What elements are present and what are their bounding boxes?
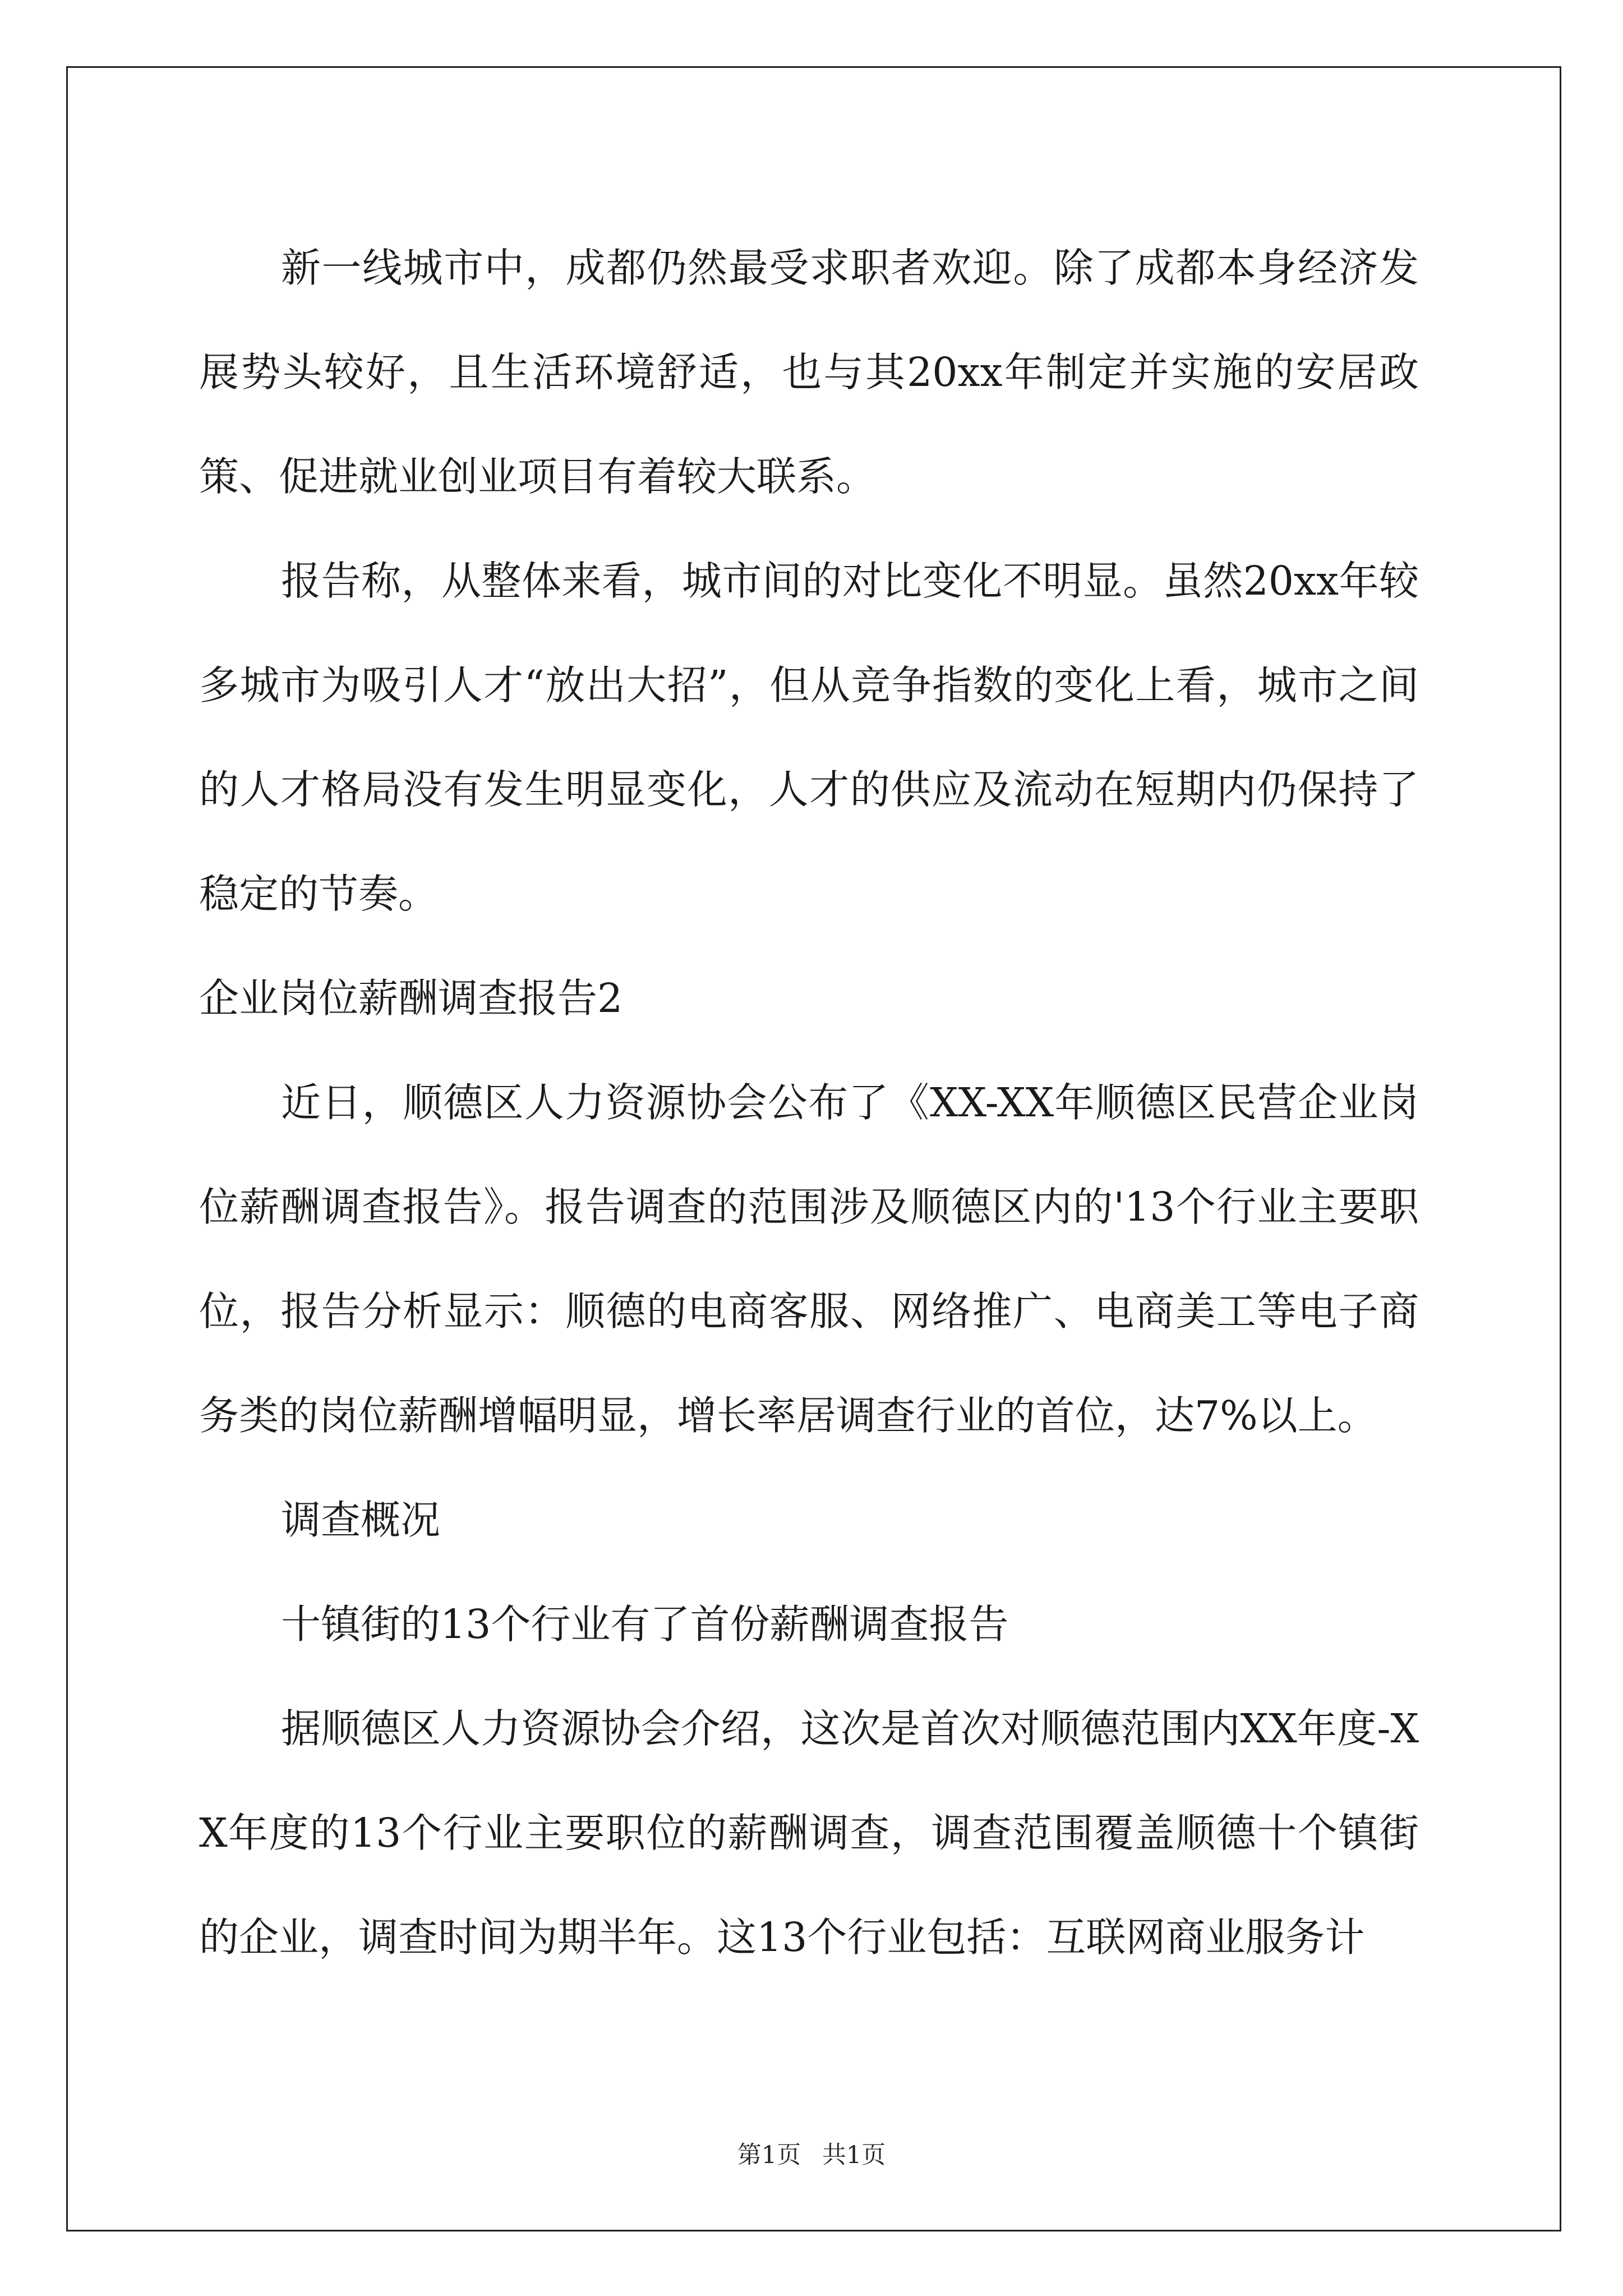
document-body <box>199 216 1419 1990</box>
page-number: 第1页 <box>737 2141 801 2169</box>
subheading-first-report: 十镇街的13个行业有了首份薪酬调查报告 <box>281 1601 1009 1648</box>
paragraph-shunde-intro: 近日，顺德区人力资源协会公布了《XX-XX年顺德区民营企业岗位薪酬调查报告》。报告调查的范围涉及顺德区内的'13个行业主要职位，报告分析显示：顺德的电商客服、网络推广、电商美工等电子商务类的岗位薪酬增幅明显，增长率居调查行业的首位，达7%以上。 <box>199 1079 1419 1439</box>
page-footer <box>0 2136 1623 2170</box>
page-count: 共1页 <box>822 2141 886 2169</box>
subheading-survey-overview: 调查概况 <box>281 1497 441 1543</box>
paragraph-report-summary: 报告称，从整体来看，城市间的对比变化不明显。虽然20xx年较多城市为吸引人才“放出大招”，但从竞争指数的变化上看，城市之间的人才格局没有发生明显变化，人才的供应及流动在短期内仍保持了稳定的节奏。 <box>199 558 1419 917</box>
paragraph-chengdu: 新一线城市中，成都仍然最受求职者欢迎。除了成都本身经济发展势头较好，且生活环境舒适，也与其20xx年制定并实施的安居政策、促进就业创业项目有着较大联系。 <box>199 245 1419 500</box>
section-title: 企业岗位薪酬调查报告2 <box>199 975 623 1022</box>
paragraph-survey-details: 据顺德区人力资源协会介绍，这次是首次对顺德范围内XX年度-XX年度的13个行业主要职位的薪酬调查，调查范围覆盖顺德十个镇街的企业，调查时间为期半年。这13个行业包括：互联网商业服务计 <box>199 1705 1419 1961</box>
